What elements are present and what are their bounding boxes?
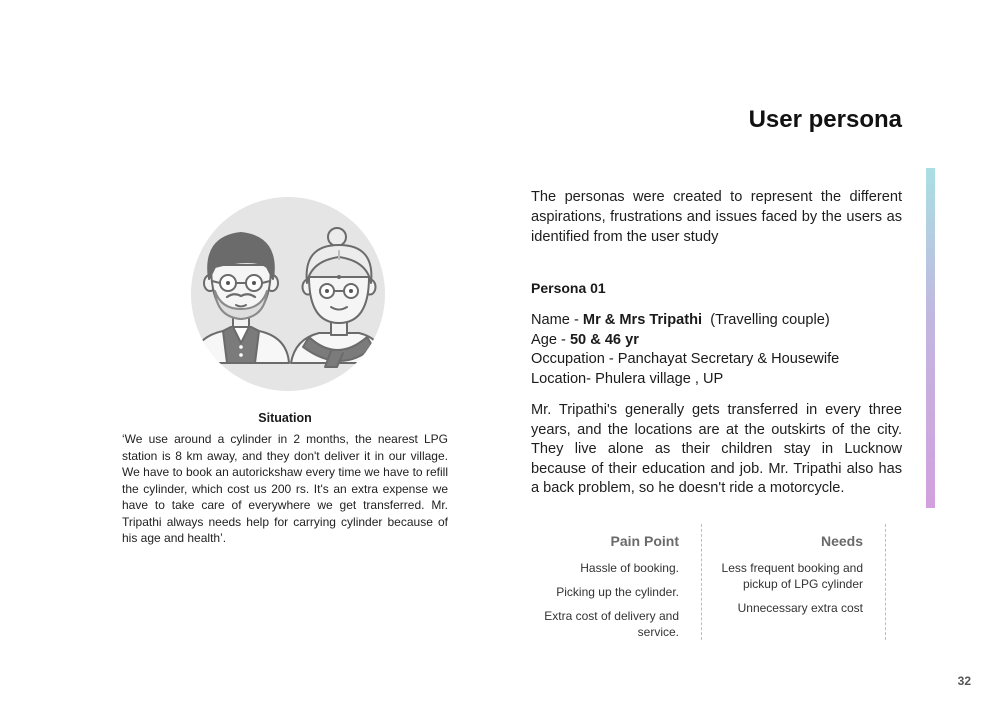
pain-point-header: Pain Point — [610, 533, 679, 549]
persona-story: Mr. Tripathi's generally gets transferred in every three years, and the locations are at the outskirts of the city. They live alone as their children stay in Lucknow because of their education and job. Mr. Tripathi also has a back problem, so he doesn't ride a motorcycle. — [531, 402, 902, 496]
accent-gradient-bar — [926, 168, 935, 508]
name-value: Mr & Mrs Tripathi — [582, 312, 703, 328]
age-value: 50 & 46 yr — [569, 331, 639, 348]
name-note: (Travelling couple) — [710, 312, 830, 328]
persona-name-row — [531, 311, 902, 331]
needs-column — [703, 524, 886, 640]
needs-item: Unnecessary extra cost — [737, 601, 863, 615]
pain-point-column — [531, 524, 702, 640]
situation-quote: ‘We use around a cylinder in 2 months, the nearest LPG station is 8 km away, and they don't deliver it in our village. We have to book an autorickshaw every time we have to refill the cylinder, which cost us 200 rs. It's an extra expense we have to take care of everywhere we get transferred. Mr. Tripathi always needs help for carrying cylinder because of his age and health’. — [122, 432, 448, 545]
persona-location: Location- Phulera village , UP — [531, 370, 724, 387]
persona-avatar — [191, 197, 385, 391]
persona-label: Persona 01 — [531, 280, 606, 296]
situation-heading: Situation — [258, 411, 312, 425]
page-number: 32 — [957, 674, 971, 688]
elderly-couple-illustration-icon — [191, 197, 385, 391]
name-label: Name - — [531, 312, 583, 328]
age-label: Age - — [531, 331, 570, 348]
pain-point-item: Extra cost of delivery and service. — [544, 609, 679, 639]
intro-paragraph: The personas were created to represent the different aspirations, frustrations and issues faced by the users as identified from the user study — [531, 189, 902, 245]
needs-item: Less frequent booking and pickup of LPG cylinder — [721, 561, 863, 591]
persona-occupation: Occupation - Panchayat Secretary & Housewife — [531, 351, 840, 367]
needs-header: Needs — [820, 533, 863, 549]
pain-point-item: Hassle of booking. — [580, 561, 679, 575]
persona-age-row — [531, 331, 902, 351]
pain-point-item: Picking up the cylinder. — [556, 585, 679, 599]
persona-details — [531, 311, 902, 389]
page-title: User persona — [748, 106, 902, 133]
